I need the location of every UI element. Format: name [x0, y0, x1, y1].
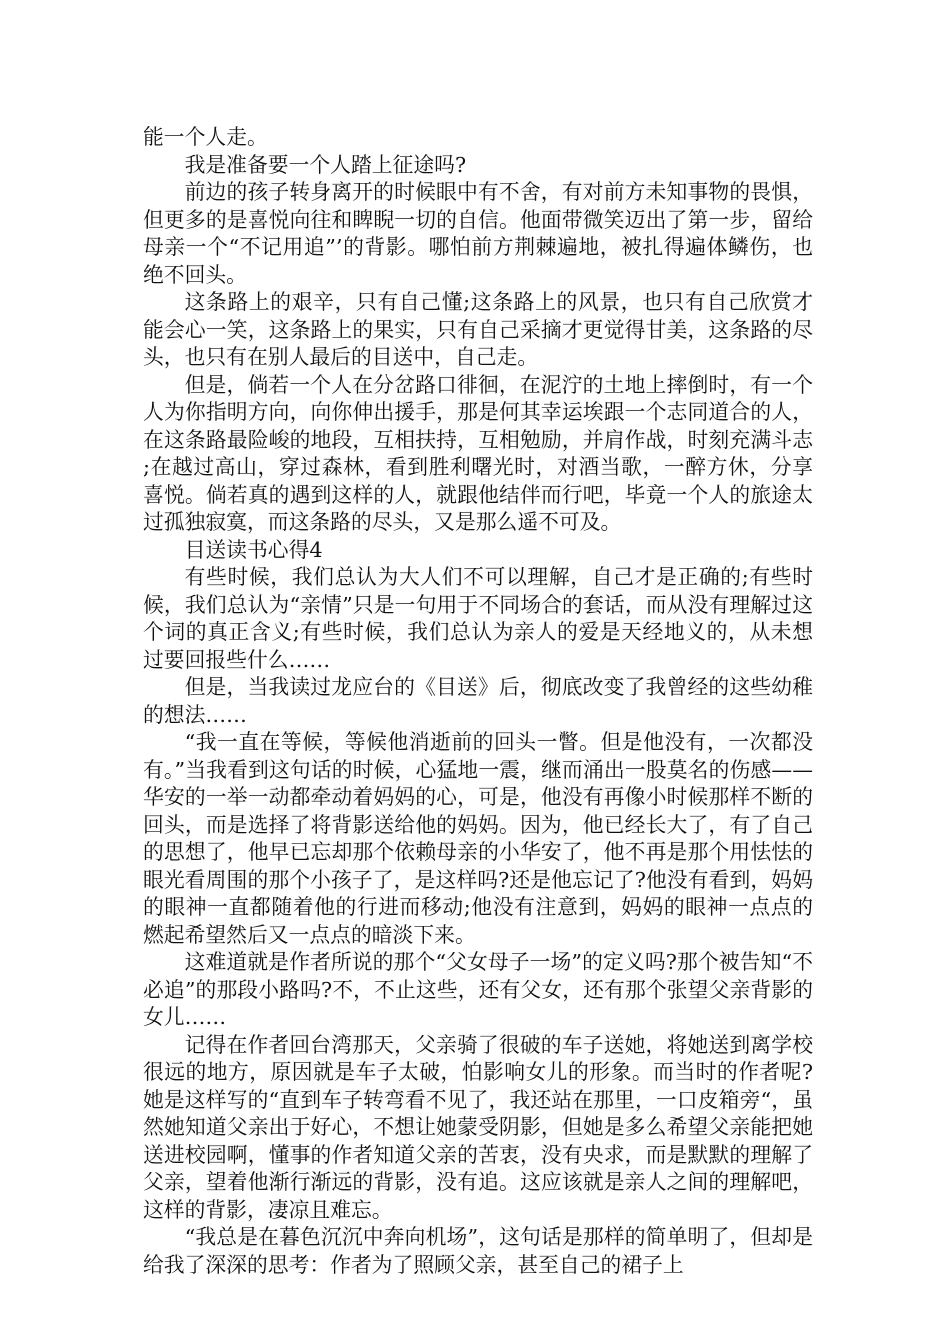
- paragraph-2: 我是准备要一个人踏上征途吗?: [184, 152, 467, 177]
- paragraph-12: “我总是在暮色沉沉中奔向机场”，这句话是那样的简单明了，但却是给我了深深的思考：作者为了照顾父亲，甚至自己的裙子上: [143, 1225, 813, 1277]
- paragraph-7: 有些时候，我们总认为大人们不可以理解，自己才是正确的;有些时候，我们总认为“亲情”只是一句用于不同场合的套话，而从没有理解过这个词的真正含义;有些时候，我们总认为亲人的爱是天经地义的，从未想过要回报些什么……: [143, 565, 813, 672]
- paragraph-1: 能一个人走。: [143, 125, 268, 149]
- document-page: [143, 124, 813, 1279]
- paragraph-4: 这条路上的艰辛，只有自己懂;这条路上的风景，也只有自己欣赏才能会心一笑，这条路上的果实，只有自己采摘才更觉得甘美，这条路的尽头，也只有在别人最后的目送中，自己走。: [143, 290, 813, 369]
- paragraph-8: 但是，当我读过龙应台的《目送》后，彻底改变了我曾经的这些幼稚的想法……: [143, 675, 813, 727]
- paragraph-11: 记得在作者回台湾那天，父亲骑了很破的车子送她，将她送到离学校很远的地方，原因就是车子太破，怕影响女儿的形象。而当时的作者呢?她是这样写的“直到车子转弯看不见了，我还站在那里，一口皮箱旁“，虽然她知道父亲出于好心，不想让她蒙受阴影，但她是多么希望父亲能把她送进校园啊，懂事的作者知道父亲的苦衷，没有央求，而是默默的理解了父亲，望着他渐行渐远的背影，没有追。这应该就是亲人之间的理解吧，这样的背影，凄凉且难忘。: [143, 1032, 813, 1222]
- paragraph-3: 前边的孩子转身离开的时候眼中有不舍，有对前方未知事物的畏惧，但更多的是喜悦向往和睥睨一切的自信。他面带微笑迈出了第一步，留给母亲一个“不记用追”’的背影。哪怕前方荆棘遍地，被扎得遍体鳞伤，也绝不回头。: [143, 180, 813, 287]
- paragraph-10: 这难道就是作者所说的那个“父女母子一场”的定义吗?那个被告知“不必追”的那段小路吗?不，不止这些，还有父女，还有那个张望父亲背影的女儿……: [143, 950, 813, 1029]
- paragraph-9: “我一直在等候，等候他消逝前的回头一瞥。但是他没有，一次都没有。”当我看到这句话的时候，心猛地一震，继而涌出一股莫名的伤感——华安的一举一动都牵动着妈妈的心，可是，他没有再像小时候那样不断的回头，而是选择了将背影送给他的妈妈。因为，他已经长大了，有了自己的思想了，他早已忘却那个依赖母亲的小华安了，他不再是那个用怯怯的眼光看周围的那个小孩子了，是这样吗?还是他忘记了?他没有看到，妈妈的眼神一直都随着他的行进而移动;他没有注意到，妈妈的眼神一点点的燃起希望然后又一点点的暗淡下来。: [143, 730, 813, 947]
- section-heading: 目送读书心得4: [184, 537, 323, 562]
- paragraph-5: 但是，倘若一个人在分岔路口徘徊，在泥泞的土地上摔倒时，有一个人为你指明方向，向你伸出援手，那是何其幸运埃跟一个志同道合的人，在这条路最险峻的地段，互相扶持，互相勉励，并肩作战，时刻充满斗志;在越过高山，穿过森林，看到胜利曙光时，对酒当歌，一醉方休，分享喜悦。倘若真的遇到这样的人，就跟他结伴而行吧，毕竟一个人的旅途太过孤独寂寞，而这条路的尽头，又是那么遥不可及。: [143, 372, 813, 534]
